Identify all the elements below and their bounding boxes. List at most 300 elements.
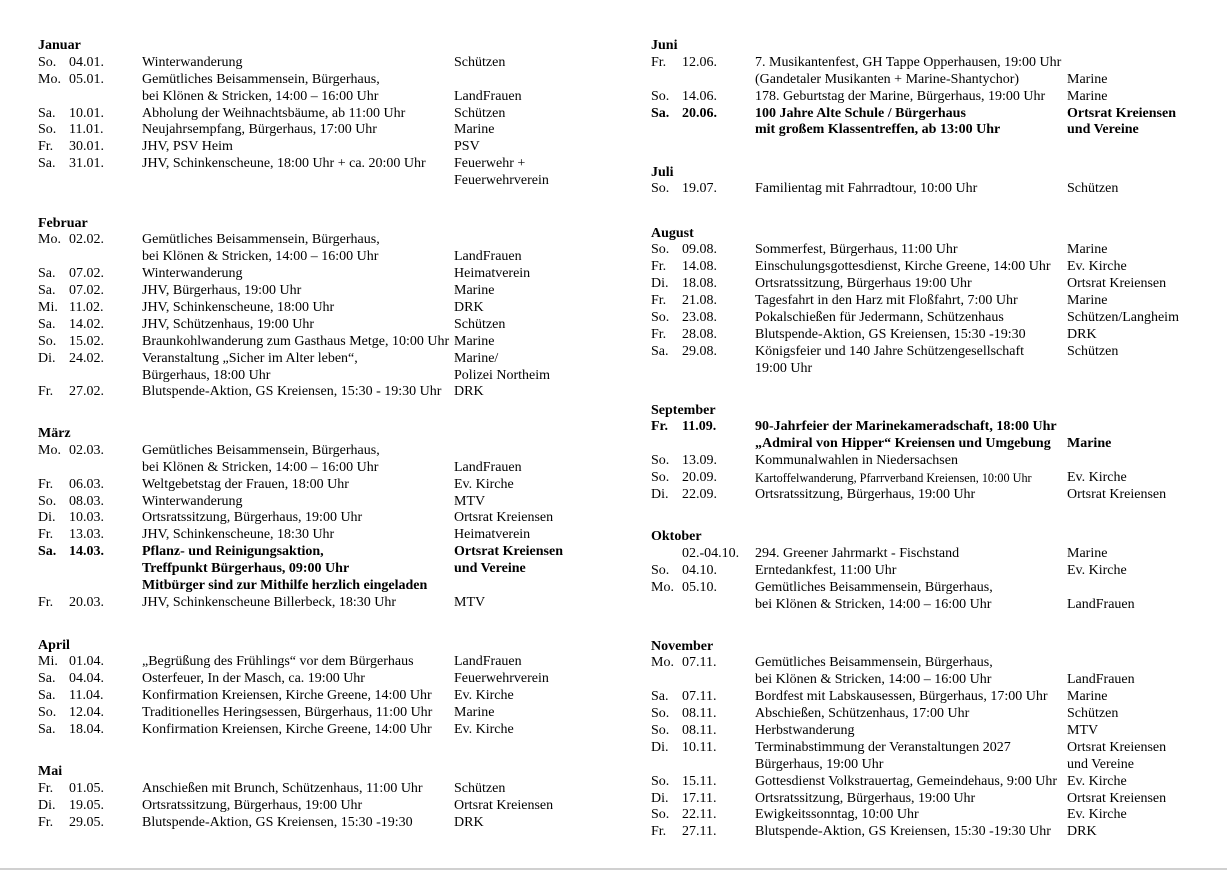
event-date: 20.06.: [682, 105, 717, 121]
event-row: [651, 122, 1139, 139]
event-title: Treffpunkt Bürgerhaus, 09:00 Uhr: [142, 561, 350, 577]
event-title: Veranstaltung „Sicher im Alter leben“,: [142, 350, 358, 366]
event-title: Königsfeier und 140 Jahre Schützengesellschaft: [755, 343, 1025, 359]
event-row: [651, 71, 1108, 89]
event-row: [651, 739, 1167, 757]
event-org: Schützen: [1067, 706, 1119, 722]
event-day: Di.: [651, 739, 669, 755]
event-date: 18.04.: [69, 721, 104, 737]
event-date: 12.04.: [69, 705, 104, 721]
event-org: MTV: [1067, 722, 1099, 738]
event-date: 09.08.: [682, 242, 717, 258]
event-row: [651, 773, 1127, 791]
event-title: Blutspende-Aktion, GS Kreiensen, 15:30 -19:30: [142, 814, 413, 830]
event-day: Sa.: [651, 105, 670, 121]
event-day: So.: [651, 773, 670, 789]
month-heading: August: [651, 225, 694, 241]
event-title: JHV, Schinkenscheune, 18:00 Uhr + ca. 20:00 Uhr: [142, 156, 426, 172]
event-day: Di.: [651, 790, 669, 806]
event-row: [38, 122, 495, 139]
month-heading: März: [38, 426, 71, 441]
event-title: Tagesfahrt in den Harz mit Floßfahrt, 7:00 Uhr: [755, 293, 1018, 309]
event-day: Mi.: [38, 654, 58, 670]
event-title: Blutspende-Aktion, GS Kreiensen, 15:30 -19:30: [755, 326, 1026, 342]
event-org: Schützen: [454, 105, 506, 121]
event-title: JHV, Schützenhaus, 19:00 Uhr: [142, 316, 315, 332]
month-maerz: [38, 426, 563, 612]
event-day: Fr.: [651, 293, 667, 309]
event-title: 19:00 Uhr: [755, 360, 813, 376]
event-org: Polizei Northeim: [454, 367, 551, 383]
event-row: [38, 88, 522, 106]
event-row: [38, 510, 554, 527]
event-org: DRK: [1067, 824, 1097, 840]
event-row: [38, 71, 380, 89]
month-november: [651, 638, 1167, 842]
event-date: 01.05.: [69, 780, 104, 796]
event-row: [38, 266, 531, 283]
event-title: JHV, Schinkenscheune, 18:00 Uhr: [142, 299, 335, 315]
event-org: LandFrauen: [454, 249, 522, 265]
event-title: Bürgerhaus, 19:00 Uhr: [755, 756, 884, 772]
event-date: 29.05.: [69, 814, 104, 830]
event-row: [651, 655, 993, 672]
event-date: 13.03.: [69, 527, 104, 543]
event-org: Marine/: [454, 350, 499, 366]
event-title: mit großem Klassentreffen, ab 13:00 Uhr: [755, 122, 1001, 138]
event-day: Sa.: [38, 156, 56, 172]
event-date: 11.09.: [682, 419, 717, 435]
event-title: Ortsratssitzung, Bürgerhaus, 19:00 Uhr: [755, 486, 976, 502]
event-day: Mi.: [38, 299, 58, 315]
event-org: Schützen: [1067, 343, 1119, 359]
event-date: 07.02.: [69, 266, 104, 282]
event-title: Gemütliches Beisammensein, Bürgerhaus,: [142, 442, 380, 458]
event-org: Ortsrat Kreiensen: [454, 544, 563, 560]
event-org: Ev. Kirche: [1067, 259, 1127, 275]
event-day: Fr.: [651, 54, 667, 70]
event-date: 05.10.: [682, 579, 717, 595]
event-title: Pflanz- und Reinigungsaktion,: [142, 544, 324, 560]
event-day: Mo.: [651, 655, 674, 671]
event-org: Schützen: [454, 54, 506, 70]
event-org: Marine: [1067, 293, 1108, 309]
event-row: [38, 316, 506, 334]
event-row: [651, 259, 1127, 276]
event-org: LandFrauen: [454, 654, 522, 670]
event-org: Marine: [454, 333, 495, 349]
event-org: Marine: [1067, 545, 1108, 561]
month-heading: Januar: [38, 38, 81, 53]
event-row: [38, 493, 486, 511]
event-row: [651, 790, 1167, 808]
event-row: [651, 470, 1127, 487]
month-heading: Juni: [651, 38, 678, 53]
event-date: 24.02.: [69, 350, 104, 366]
month-juli: [651, 164, 1119, 199]
event-title: Traditionelles Heringsessen, Bürgerhaus, 11:00 Uhr: [142, 705, 433, 721]
event-date: 31.01.: [69, 156, 104, 172]
month-heading: Oktober: [651, 529, 702, 544]
event-row: [38, 688, 514, 705]
event-org: Marine: [454, 705, 495, 721]
month-april: [38, 637, 549, 739]
event-title: Bürgerhaus, 18:00 Uhr: [142, 367, 271, 383]
event-org: LandFrauen: [454, 88, 522, 104]
event-row: [38, 780, 506, 798]
event-row: [38, 544, 563, 561]
event-row: [651, 545, 1108, 563]
event-day: Sa.: [38, 544, 57, 560]
bottom-divider: [0, 868, 1227, 870]
event-org: Marine: [454, 122, 495, 138]
event-title: Pokalschießen für Jedermann, Schützenhaus: [755, 309, 1004, 325]
event-title: Abschießen, Schützenhaus, 17:00 Uhr: [755, 706, 970, 722]
event-org: LandFrauen: [1067, 672, 1135, 688]
event-title: Kommunalwahlen in Niedersachsen: [755, 453, 958, 469]
month-heading: November: [651, 638, 714, 654]
event-org: und Vereine: [454, 561, 526, 577]
event-row: [651, 343, 1119, 361]
event-day: Sa.: [38, 671, 56, 687]
event-row: [38, 173, 549, 190]
event-date: 05.01.: [69, 71, 104, 87]
event-title: bei Klönen & Stricken, 14:00 – 16:00 Uhr: [755, 596, 992, 612]
event-row: [38, 527, 531, 544]
event-date: 21.08.: [682, 293, 717, 309]
event-title: bei Klönen & Stricken, 14:00 – 16:00 Uhr: [142, 88, 379, 104]
event-org: Heimatverein: [454, 527, 531, 543]
event-row: [38, 705, 495, 722]
event-org: Marine: [1067, 88, 1108, 104]
event-title: JHV, Schinkenscheune Billerbeck, 18:30 Uhr: [142, 594, 397, 610]
event-day: Sa.: [38, 105, 56, 121]
event-org: Feuerwehr +: [454, 156, 526, 172]
event-org: Ev. Kirche: [454, 721, 514, 737]
event-date: 14.03.: [69, 544, 104, 560]
event-title: Winterwanderung: [142, 54, 243, 70]
event-row: [651, 242, 1108, 259]
event-date: 01.04.: [69, 654, 104, 670]
event-title: „Admiral von Hipper“ Kreiensen und Umgebung: [755, 436, 1051, 452]
event-row: [38, 459, 522, 477]
event-row: [38, 350, 499, 368]
event-day: Fr.: [651, 326, 667, 342]
event-day: Sa.: [38, 283, 56, 299]
event-title: Anschießen mit Brunch, Schützenhaus, 11:00 Uhr: [142, 780, 423, 796]
event-day: Fr.: [38, 476, 54, 492]
event-row: [651, 326, 1097, 344]
event-date: 08.03.: [69, 493, 104, 509]
event-row: [38, 367, 551, 385]
event-org: Schützen: [1067, 181, 1119, 197]
event-row: [651, 54, 1062, 72]
event-org: Heimatverein: [454, 266, 531, 282]
event-day: Fr.: [651, 824, 667, 840]
event-title: Abholung der Weihnachtsbäume, ab 11:00 Uhr: [142, 105, 406, 121]
event-org: Ortsrat Kreiensen: [1067, 276, 1167, 292]
month-juni: [651, 38, 1176, 139]
event-row: [651, 756, 1134, 774]
event-title: Ewigkeitssonntag, 10:00 Uhr: [755, 807, 919, 823]
event-day: So.: [651, 722, 670, 738]
event-row: [38, 721, 514, 739]
event-date: 19.05.: [69, 797, 104, 813]
event-title: Konfirmation Kreiensen, Kirche Greene, 14:00 Uhr: [142, 721, 432, 737]
event-date: 04.01.: [69, 54, 104, 70]
event-day: So.: [651, 242, 670, 258]
event-title: Bordfest mit Labskausessen, Bürgerhaus, 17:00 Uhr: [755, 689, 1048, 705]
event-day: Sa.: [38, 688, 56, 704]
event-row: [651, 453, 958, 470]
event-row: [651, 562, 1127, 580]
event-title: Kartoffelwanderung, Pfarrverband Kreiensen, 10:00 Uhr: [755, 471, 1032, 486]
event-date: 11.01.: [69, 122, 104, 138]
event-title: Herbstwanderung: [755, 722, 855, 738]
event-date: 07.11.: [682, 655, 717, 671]
event-title: Konfirmation Kreiensen, Kirche Greene, 14:00 Uhr: [142, 688, 432, 704]
event-date: 08.11.: [682, 722, 717, 738]
event-row: [38, 476, 514, 494]
event-row: [651, 807, 1127, 824]
event-row: [38, 232, 380, 249]
event-date: 18.08.: [682, 276, 717, 292]
event-row: [38, 561, 526, 578]
event-org: Ev. Kirche: [454, 688, 514, 704]
event-row: [651, 105, 1176, 123]
event-title: bei Klönen & Stricken, 14:00 – 16:00 Uhr: [142, 249, 379, 265]
month-oktober: [651, 529, 1135, 613]
event-row: [38, 442, 380, 460]
event-day: Sa.: [38, 316, 56, 332]
event-org: Schützen: [454, 780, 506, 796]
event-date: 04.04.: [69, 671, 104, 687]
event-row: [651, 596, 1135, 614]
event-title: 178. Geburtstag der Marine, Bürgerhaus, 19:00 Uhr: [755, 88, 1046, 104]
event-date: 10.11.: [682, 739, 717, 755]
event-org: DRK: [454, 814, 484, 830]
event-date: 12.06.: [682, 54, 717, 70]
event-date: 28.08.: [682, 326, 717, 342]
event-date: 11.02.: [69, 299, 104, 315]
event-day: So.: [651, 453, 670, 469]
event-date: 02.03.: [69, 442, 104, 458]
event-title: Neujahrsempfang, Bürgerhaus, 17:00 Uhr: [142, 122, 377, 138]
event-title: Ortsratssitzung, Bürgerhaus, 19:00 Uhr: [755, 790, 976, 806]
event-row: [38, 54, 506, 72]
event-day: Fr.: [38, 814, 54, 830]
event-date: 19.07.: [682, 181, 717, 197]
event-org: PSV: [454, 139, 480, 155]
event-day: Mo.: [38, 232, 61, 248]
event-title: Winterwanderung: [142, 266, 243, 282]
event-date: 30.01.: [69, 139, 104, 155]
event-row: [651, 722, 1099, 740]
event-day: Di.: [38, 350, 56, 366]
event-day: So.: [651, 562, 670, 578]
event-title: Erntedankfest, 11:00 Uhr: [755, 562, 897, 578]
event-org: Ev. Kirche: [1067, 562, 1127, 578]
event-date: 14.06.: [682, 88, 717, 104]
event-org: LandFrauen: [1067, 596, 1135, 612]
event-row: [651, 689, 1108, 706]
event-date: 22.09.: [682, 486, 717, 502]
event-day: Sa.: [651, 689, 669, 705]
event-day: So.: [38, 493, 57, 509]
event-date: 10.01.: [69, 105, 104, 121]
event-row: [38, 594, 486, 612]
month-heading: Februar: [38, 215, 88, 231]
event-day: Fr.: [651, 419, 668, 435]
event-day: Mo.: [38, 71, 61, 87]
event-day: So.: [651, 181, 670, 197]
event-org: Ortsrat Kreiensen: [1067, 486, 1167, 502]
event-day: Sa.: [38, 721, 56, 737]
event-row: [651, 579, 993, 597]
event-day: So.: [651, 88, 670, 104]
month-heading: Mai: [38, 764, 63, 779]
event-date: 15.02.: [69, 333, 104, 349]
event-row: [651, 672, 1135, 689]
event-date: 07.11.: [682, 689, 717, 705]
event-day: Sa.: [651, 343, 669, 359]
event-org: Marine: [1067, 242, 1108, 258]
event-org: Feuerwehrverein: [454, 173, 549, 189]
event-row: [651, 706, 1119, 723]
event-day: So.: [651, 309, 670, 325]
event-title: Ortsratssitzung, Bürgerhaus 19:00 Uhr: [755, 276, 972, 292]
event-row: [38, 671, 549, 688]
event-row: [38, 249, 522, 266]
event-org: MTV: [454, 493, 486, 509]
month-heading: Juli: [651, 164, 674, 180]
event-date: 02.-04.10.: [682, 545, 740, 561]
event-date: 15.11.: [682, 773, 717, 789]
month-september: [651, 402, 1167, 504]
event-row: [38, 797, 554, 815]
event-day: Di.: [38, 797, 56, 813]
month-mai: [38, 764, 554, 832]
event-org: Ev. Kirche: [1067, 470, 1127, 486]
event-day: So.: [651, 807, 670, 823]
event-title: Gemütliches Beisammensein, Bürgerhaus,: [142, 71, 380, 87]
event-title: Gemütliches Beisammensein, Bürgerhaus,: [755, 655, 993, 671]
event-date: 22.11.: [682, 807, 717, 823]
event-org: Marine: [1067, 71, 1108, 87]
event-date: 27.11.: [682, 824, 717, 840]
event-row: [38, 105, 506, 123]
event-day: Sa.: [38, 266, 56, 282]
event-date: 06.03.: [69, 476, 104, 492]
event-date: 17.11.: [682, 790, 717, 806]
event-row: [38, 333, 495, 351]
event-day: So.: [38, 333, 57, 349]
event-title: 294. Greener Jahrmarkt - Fischstand: [755, 545, 960, 561]
event-title: Gemütliches Beisammensein, Bürgerhaus,: [755, 579, 993, 595]
event-title: Ortsratssitzung, Bürgerhaus, 19:00 Uhr: [142, 510, 363, 526]
event-row: [38, 156, 526, 173]
event-date: 08.11.: [682, 706, 717, 722]
event-date: 20.09.: [682, 470, 717, 486]
event-date: 14.08.: [682, 259, 717, 275]
event-title: JHV, PSV Heim: [142, 139, 233, 155]
event-title: Osterfeuer, In der Masch, ca. 19:00 Uhr: [142, 671, 365, 687]
event-row: [651, 309, 1179, 327]
event-org: Ortsrat Kreiensen: [454, 510, 554, 526]
event-row: [651, 824, 1097, 841]
event-day: So.: [651, 470, 670, 486]
event-day: Fr.: [38, 780, 54, 796]
event-day: Di.: [651, 486, 669, 502]
event-row: [651, 419, 1057, 436]
event-org: und Vereine: [1067, 756, 1134, 772]
event-title: Blutspende-Aktion, GS Kreiensen, 15:30 -19:30 Uhr: [755, 824, 1051, 840]
event-date: 13.09.: [682, 453, 717, 469]
event-title: Blutspende-Aktion, GS Kreiensen, 15:30 - 19:30 Uhr: [142, 384, 442, 400]
event-day: So.: [651, 706, 670, 722]
event-title: bei Klönen & Stricken, 14:00 – 16:00 Uhr: [142, 459, 379, 475]
event-row: [38, 654, 522, 671]
event-date: 02.02.: [69, 232, 104, 248]
event-org: Ev. Kirche: [454, 476, 514, 492]
event-org: Schützen/Langheim: [1067, 309, 1179, 325]
event-org: Ortsrat Kreiensen: [454, 797, 554, 813]
event-org: Ortsrat Kreiensen: [1067, 105, 1176, 121]
event-day: Fr.: [38, 527, 54, 543]
event-org: Feuerwehrverein: [454, 671, 549, 687]
event-title: 100 Jahre Alte Schule / Bürgerhaus: [755, 105, 966, 121]
event-org: Ev. Kirche: [1067, 807, 1127, 823]
event-date: 29.08.: [682, 343, 717, 359]
event-org: Marine: [1067, 689, 1108, 705]
event-row: [651, 88, 1108, 106]
event-date: 07.02.: [69, 283, 104, 299]
event-title: Sommerfest, Bürgerhaus, 11:00 Uhr: [755, 242, 958, 258]
event-title: Einschulungsgottesdienst, Kirche Greene, 14:00 Uhr: [755, 259, 1051, 275]
event-org: LandFrauen: [454, 459, 522, 475]
event-org: DRK: [454, 384, 484, 400]
event-title: bei Klönen & Stricken, 14:00 – 16:00 Uhr: [755, 672, 992, 688]
event-day: Fr.: [38, 594, 54, 610]
event-title: Gemütliches Beisammensein, Bürgerhaus,: [142, 232, 380, 248]
event-org: Ortsrat Kreiensen: [1067, 790, 1167, 806]
event-title: Familientag mit Fahrradtour, 10:00 Uhr: [755, 181, 978, 197]
event-org: Ev. Kirche: [1067, 773, 1127, 789]
event-day: Mo.: [38, 442, 61, 458]
event-title: (Gandetaler Musikanten + Marine-Shantychor): [755, 71, 1020, 87]
event-title: JHV, Schinkenscheune, 18:30 Uhr: [142, 527, 335, 543]
event-org: DRK: [454, 299, 484, 315]
event-date: 20.03.: [69, 594, 104, 610]
event-title: Mitbürger sind zur Mithilfe herzlich eingeladen: [142, 578, 428, 594]
event-row: [651, 436, 1112, 453]
event-date: 10.03.: [69, 510, 104, 526]
event-day: Fr.: [651, 259, 667, 275]
event-title: Gottesdienst Volkstrauertag, Gemeindehaus, 9:00 Uhr: [755, 773, 1057, 789]
event-row: [651, 486, 1167, 504]
event-org: Schützen: [454, 316, 506, 332]
event-row: [38, 814, 484, 832]
event-date: 04.10.: [682, 562, 717, 578]
event-row: [651, 360, 813, 378]
event-row: [38, 384, 484, 401]
event-date: 14.02.: [69, 316, 104, 332]
event-day: Mo.: [651, 579, 674, 595]
event-row: [38, 283, 495, 300]
event-title: 90-Jahrfeier der Marinekameradschaft, 18:00 Uhr: [755, 419, 1057, 435]
event-day: Fr.: [38, 139, 54, 155]
event-row: [651, 276, 1167, 293]
